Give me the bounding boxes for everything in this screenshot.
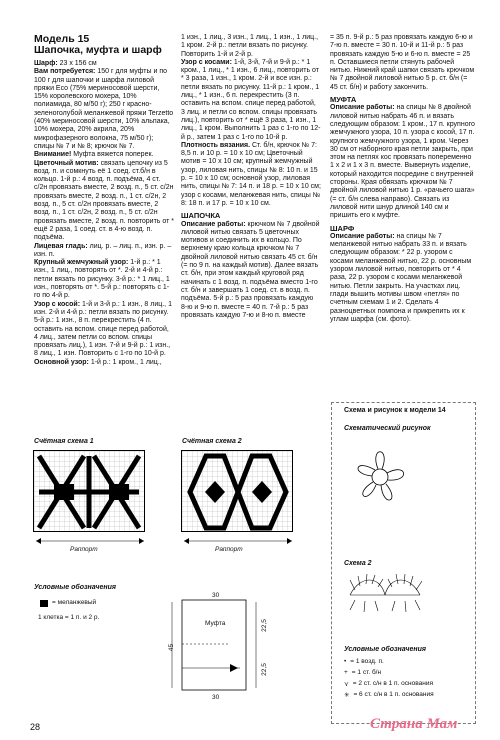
- paragraph-text: 1-й р.: * 1 изн., 1 лиц., повторять от *. 2-й и 4-й р.: петли вязать по рисунку. 3-й р.: * 1 лиц., 1 изн., повторять от *. 5-й р.: повторять с 1-го по 4-й р.: [34, 259, 170, 300]
- legend1-item2: 1 клетка = 1 п. и 2 р.: [38, 614, 100, 621]
- column-1: [34, 34, 174, 367]
- paragraph: [330, 34, 476, 92]
- dim-22-5-bottom: 22,5: [260, 663, 268, 676]
- paragraph-lead: Описание работы:: [330, 104, 395, 112]
- legend2-item: = 1 ст. б/н: [351, 669, 382, 676]
- paragraph-lead: Вам потребуется:: [34, 68, 96, 76]
- paragraph-lead: Цветочный мотив:: [34, 159, 99, 167]
- muff-diagram: [170, 596, 270, 706]
- paragraph-lead: Внимание!: [34, 151, 72, 159]
- muff-label: Муфта: [205, 620, 226, 627]
- column-2: [181, 34, 321, 320]
- section-heading: ШАПОЧКА: [181, 211, 221, 221]
- paragraph: [181, 59, 321, 142]
- dim-30-top: 30: [212, 592, 220, 599]
- paragraph: [34, 243, 174, 260]
- chain-icon: •: [344, 658, 347, 665]
- scheme2-rapport: Раппорт: [215, 546, 243, 553]
- dim-30-bottom: 30: [212, 694, 220, 701]
- paragraph: [34, 359, 174, 367]
- scheme1-label: Счётная схема 1: [34, 438, 94, 445]
- dc6-icon: ✳: [344, 692, 350, 699]
- legend2-list: [344, 658, 472, 702]
- paragraph: [34, 151, 174, 159]
- paragraph-lead: Узор с косой:: [34, 300, 81, 308]
- paragraph: [181, 142, 321, 208]
- paragraph: [34, 160, 174, 243]
- legend2-row: [344, 691, 472, 702]
- paragraph-lead: Основной узор:: [34, 358, 89, 366]
- legend2-item: = 6 ст. с/н в 1 п. основания: [353, 691, 434, 698]
- dim-45: 45: [168, 643, 176, 652]
- legend2-row: [344, 669, 472, 680]
- schematic-label: Схематический рисунок: [344, 425, 431, 432]
- paragraph: [330, 104, 476, 220]
- paragraph: [181, 221, 321, 321]
- crochet-chart: [340, 570, 430, 620]
- scheme1-rapport-arrow: [34, 536, 146, 546]
- column-1-body: [34, 60, 174, 367]
- section-heading: МУФТА: [330, 95, 357, 105]
- scheme2-grid: [181, 450, 293, 532]
- paragraph-text: 1-й, 3-й, 7-й и 9-й р.: * 1 кром., 1 лиц., * 1 изн., 6 лиц., повторить от * 3 раза, 1 изн., 1 кром. 2-й и все изн. р.: петли вязать по рисунку. 11-й р.: 1 кром., 1 лиц., * 1 изн., 6 п. перекрестить (3 п. оставить на вспом. спице перед работой, 3 лиц. и петли со вспом. спицы провязать лиц.), повторить от * ещё 3 раза, 1 изн., 1 лиц., 1 кром. Выполнить 1 раз с 1-го по 12-й р., затем 1 раз с 1-го по 10-й р.: [181, 58, 321, 141]
- paragraph-text: связать цепочку из 5 возд. п. и сомкнуть её 1 соед. ст.б/н в кольцо. 1-й р.: 4 возд. п. подъёма, 4 ст. с/2н провязать вместе, 2 возд. п., 5 ст. с/2н провязать вместе, 2 возд. п., 1 ст. с/2н, 2 возд. п., 5 ст. с/2н провязать вместе, 2 возд. п., 1 ст. с/2н, 2 возд. п., 5 ст. с/2н провязать вместе, 2 возд. п. повторить от * ещё 2 раза, 1 соед. ст. в 4-ю возд. п. подъёма.: [34, 159, 174, 242]
- legend1-title: Условные обозначения: [34, 584, 117, 591]
- legend1-swatch: [40, 600, 48, 607]
- column-3-body: [330, 34, 476, 324]
- paragraph-text: 1-й и 3-й р.: 1 изн., 8 лиц., 1 изн. 2-й и 4-й р.: петли вязать по рисунку. 5-й р.: 1 изн., 8 п. перекрестить (4 п. оставить на вспом. спице перед работой, 4 лиц., затем петли со вспом. спицы провязать лиц.), 1 изн. 7-й и 9-й р.: 1 изн., 8 лиц., 1 изн. Повторить с 1-го по 10-й р.: [34, 300, 172, 358]
- paragraph-text: Муфта вяжется поперек.: [71, 151, 154, 159]
- paragraph-lead: Крупный жемчужный узор:: [34, 259, 129, 267]
- page-number: 28: [30, 722, 41, 732]
- paragraph: [34, 68, 174, 151]
- paragraph: [330, 233, 476, 324]
- paragraph-text: Ст. б/н, крючок № 7: 8,5 п. и 10 р. = 10 х 10 см; Цветочный мотив = 10 х 10 см; крупный жемчужный узор, лиловая нить, спицы № 8: 10 п. и 15 р. = 10 х 10 см; основной узор, лиловая нить, спицы № 7: 14 п. и 18 р. = 10 х 10 см; узор с косами, меланжевая нить, спицы № 8: 18 п. и 17 р. = 10 х 10 см.: [181, 141, 321, 207]
- paragraph-lead: Описание работы:: [181, 220, 246, 228]
- paragraph-text: 1-й р.: 1 кром., 1 лиц.,: [88, 358, 162, 366]
- scheme2b-label: Схема 2: [344, 560, 372, 567]
- paragraph-lead: Узор с косами:: [181, 58, 232, 66]
- legend1-item1: = меланжевый: [52, 599, 97, 606]
- dim-22-5-top: 22,5: [260, 619, 268, 632]
- model-title: Модель 15: [34, 33, 90, 45]
- paragraph-lead: Лицевая гладь:: [34, 242, 88, 250]
- section-heading: ШАРФ: [330, 223, 355, 233]
- model14-title: Схема и рисунок к модели 14: [344, 407, 446, 414]
- paragraph-text: на спицы № 8 двойной лиловой нитью набрать 46 п. и вязать следующим образом: 1 кром., 17 п. крупного жемчужного узора, 10 п. узора с косой, 17 п. крупного жемчужного узора, 1 кром. Через 30 см от наборного края петли закрыть, при этом на петлях кос провязать попеременно 1 х 2 и 1 х 3 п. вместе. Вывернуть изделие, который находится посредине с внутренней стороны. Края обвязать крючком № 7 двойной лиловой нитью 1 р. «рачьего шага» (= ст. б/н слева направо). Связать из лиловой нити шнур длиной 140 см и пришить его к муфте.: [330, 104, 475, 220]
- paragraph-lead: Описание работы:: [330, 232, 395, 240]
- paragraph-text: 23 х 156 см: [57, 60, 97, 67]
- scheme2-rapport-arrow: [182, 536, 294, 546]
- paragraph-text: 150 г для муфты и по 100 г для шапочки и шарфа лиловой пряжи Eco (75% мериносовой шерсти, 15% королевского мохера, 10% полиамида, 80 м/50 г); 250 г красно-зеленоголубой меланжевой пряжи Terzetto (40% мериносовой шерсти, 10% альпака, 10% мохера, 20% акрила, 20% микрофазерного волокна, 75 м/50 г); спицы № 7 и № 8; крючок № 7.: [34, 68, 174, 150]
- paragraph: [181, 34, 321, 59]
- sc-icon: +: [344, 669, 348, 676]
- paragraph-text: на спицы № 7 меланжевой нитью набрать 33 п. и вязать следующим образом: * 22 р. узором с косами меланжевой нитью, 22 р. основным узором лиловой нитью, повторить от * 4 раза, 22 р. узором с косами меланжевой нитью. Петли закрыть. На участках лиц. глади вышить мотивы швом «петля» по счетным схемам 1 и 2. Сделать 4 разноцветных помпона и прикрепить их к углам шарфа (см. фото).: [330, 232, 472, 323]
- column-2-body: [181, 34, 321, 320]
- paragraph-lead: Шарф:: [34, 60, 58, 67]
- scheme1-rapport: Раппорт: [70, 546, 98, 553]
- paragraph-text: лиц. р. – лиц. п., изн. р. – изн. п.: [34, 242, 172, 258]
- paragraph-lead: Плотность вязания.: [181, 141, 251, 149]
- scheme2-label: Счётная схема 2: [182, 438, 242, 445]
- paragraph-text: = 35 п. 9-й р.: 5 раз провязать каждую 6-ю и 7-ю п. вместе = 30 п. 10-й и 11-й р.: 5 раз провязать каждую 5-ю и 6-ю п. вместе = 25 п. Оставшиеся петли стянуть рабочей нитью. Нижний край шапки связать крючком № 7 двойной лиловой нитью 5 р. ст. б/н (= 45 ст. б/н) и работу закончить.: [330, 34, 475, 91]
- legend2-row: [344, 658, 472, 669]
- flower-sketch: [345, 436, 415, 518]
- legend2-title: Условные обозначения: [344, 646, 427, 653]
- paragraph: [34, 259, 174, 300]
- legend2-item: = 2 ст. с/н в 1 п. основания: [352, 680, 433, 687]
- paragraph-text: крючком № 7 двойной лиловой нитью связать 5 цветочных мотивов и соединить их в кольцо. По верхнему краю кольца крючком № 7 двойной лиловой нитью связать 45 ст. б/н (= по 9 п. на каждый мотив). Далее вязать ст. б/н, при этом каждый круговой ряд начинать с 1 возд. п. подъёма вместо 1-го ст. б/н и завершать 1 соед. ст. в возд. п. подъёма. 5-й р.: 5 раз провязать каждую 8-ю и 9-ю п. вместе = 40 п. 7-й р.: 5 раз провязать каждую 7-ю и 8-ю п. вместе: [181, 220, 320, 319]
- column-3: [330, 34, 476, 324]
- dc2-icon: ⋎: [344, 681, 349, 688]
- scheme1-grid: [33, 450, 145, 532]
- legend2-item: = 1 возд. п.: [350, 658, 384, 665]
- watermark: Страна Мам: [370, 716, 458, 732]
- paragraph: [34, 301, 174, 359]
- legend2-row: [344, 680, 472, 691]
- model-subtitle: Шапочка, муфта и шарф: [34, 44, 162, 56]
- paragraph-text: 1 изн., 1 лиц., 3 изн., 1 лиц., 1 изн., 1 лиц., 1 кром. 2-й р.: петли вязать по рисунку. Повторить 1-й и 2-й р.: [181, 34, 319, 58]
